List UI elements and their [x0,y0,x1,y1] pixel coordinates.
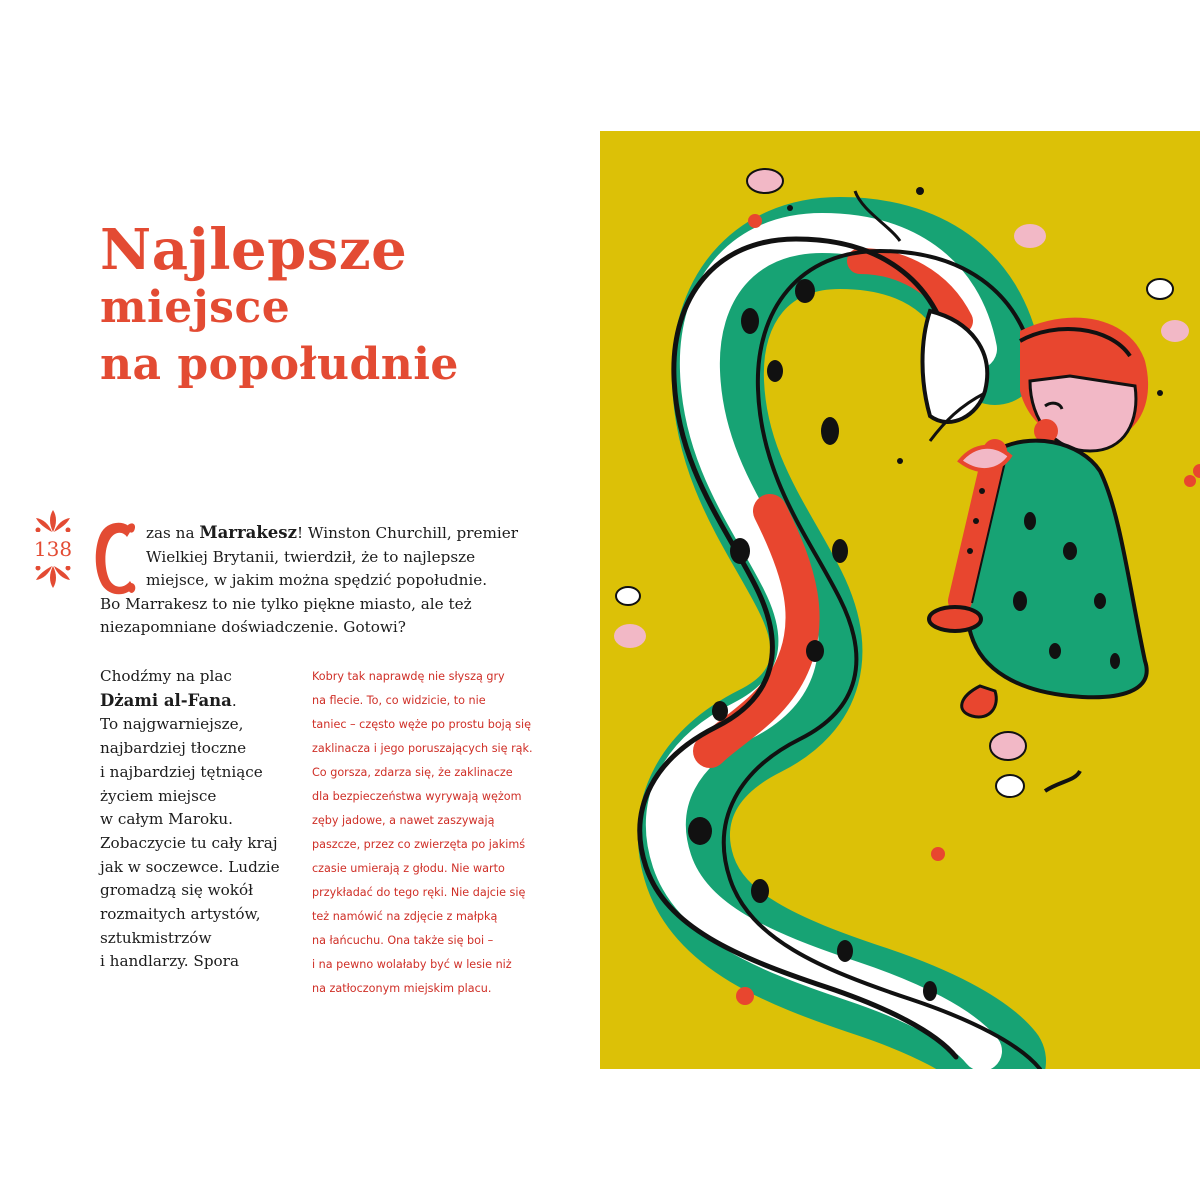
main-line: To najgwarniejsze, [100,715,244,734]
sidebar-line: zęby jadowe, a nawet zaszywają [312,814,495,827]
main-line: Chodźmy na plac [100,667,232,685]
main-line: jak w soczewce. Ludzie [100,857,280,876]
title-line-3: na popołudnie [100,339,459,390]
place-name: Dżami al-Fana [100,690,232,710]
flower-ornament-icon [33,510,73,532]
sidebar-line: na zatłoczonym miejskim placu. [312,982,492,995]
sidebar-note [312,665,572,1001]
main-text: . [231,691,237,710]
sidebar-line: i na pewno wolałaby być w lesie niż [312,958,512,971]
sidebar-line: czasie umierają z głodu. Nie warto [312,862,505,875]
sidebar-line: dla bezpieczeństwa wyrywają wężom [312,790,522,803]
main-text-column [100,665,300,974]
intro-line-5: niezapomniane doświadczenie. Gotowi? [100,618,406,636]
flower-ornament-icon [33,566,73,588]
page-title [100,217,570,393]
title-line-2: miejsce [100,282,291,333]
place-name: Marrakesz [199,523,297,542]
main-line: w całym Maroku. [100,810,233,829]
sidebar-line: Kobry tak naprawdę nie słyszą gry [312,670,505,683]
sidebar-line: paszcze, przez co zwierzęta po jakimś [312,838,526,851]
sidebar-line: zaklinacza i jego poruszających się rąk. [312,742,533,755]
main-line: i najbardziej tętniące [100,762,263,781]
intro-line-2: Wielkiej Brytanii, twierdził, że to najlepsze [146,547,476,566]
main-line: gromadzą się wokół [100,881,254,900]
intro-line-1 [100,521,560,546]
page-number: 138 [33,537,73,561]
sidebar-line: też namówić na zdjęcie z małpką [312,910,498,923]
main-line: rozmaitych artystów, [100,905,261,924]
sidebar-line: na łańcuchu. Ona także się boi – [312,934,494,947]
snake-charmer-illustration [600,131,1200,1069]
sidebar-line: na flecie. To, co widzicie, to nie [312,694,486,707]
sidebar-line: Co gorsza, zdarza się, że zaklinacze [312,766,513,779]
intro-line-4: Bo Marrakesz to nie tylko piękne miasto, ale też [100,594,472,613]
intro-line-3: miejsce, w jakim można spędzić popołudnie. [146,571,488,589]
main-line: i handlarzy. Spora [100,952,239,971]
main-line: sztukmistrzów [100,928,212,947]
page-number-ornament [28,510,78,588]
main-line: Zobaczycie tu cały kraj [100,833,278,852]
intro-text: zas na [146,524,200,542]
sidebar-line: taniec – często węże po prostu boją się [312,718,531,731]
intro-text: ! Winston Churchill, premier [296,524,518,542]
main-line: życiem miejsce [100,786,217,805]
main-line: najbardziej tłoczne [100,739,247,758]
main-line-bold [100,689,300,714]
sidebar-line: przykładać do tego ręki. Nie dajcie się [312,886,526,899]
intro-paragraph [100,521,560,640]
title-line-1: Najlepsze [100,217,408,283]
